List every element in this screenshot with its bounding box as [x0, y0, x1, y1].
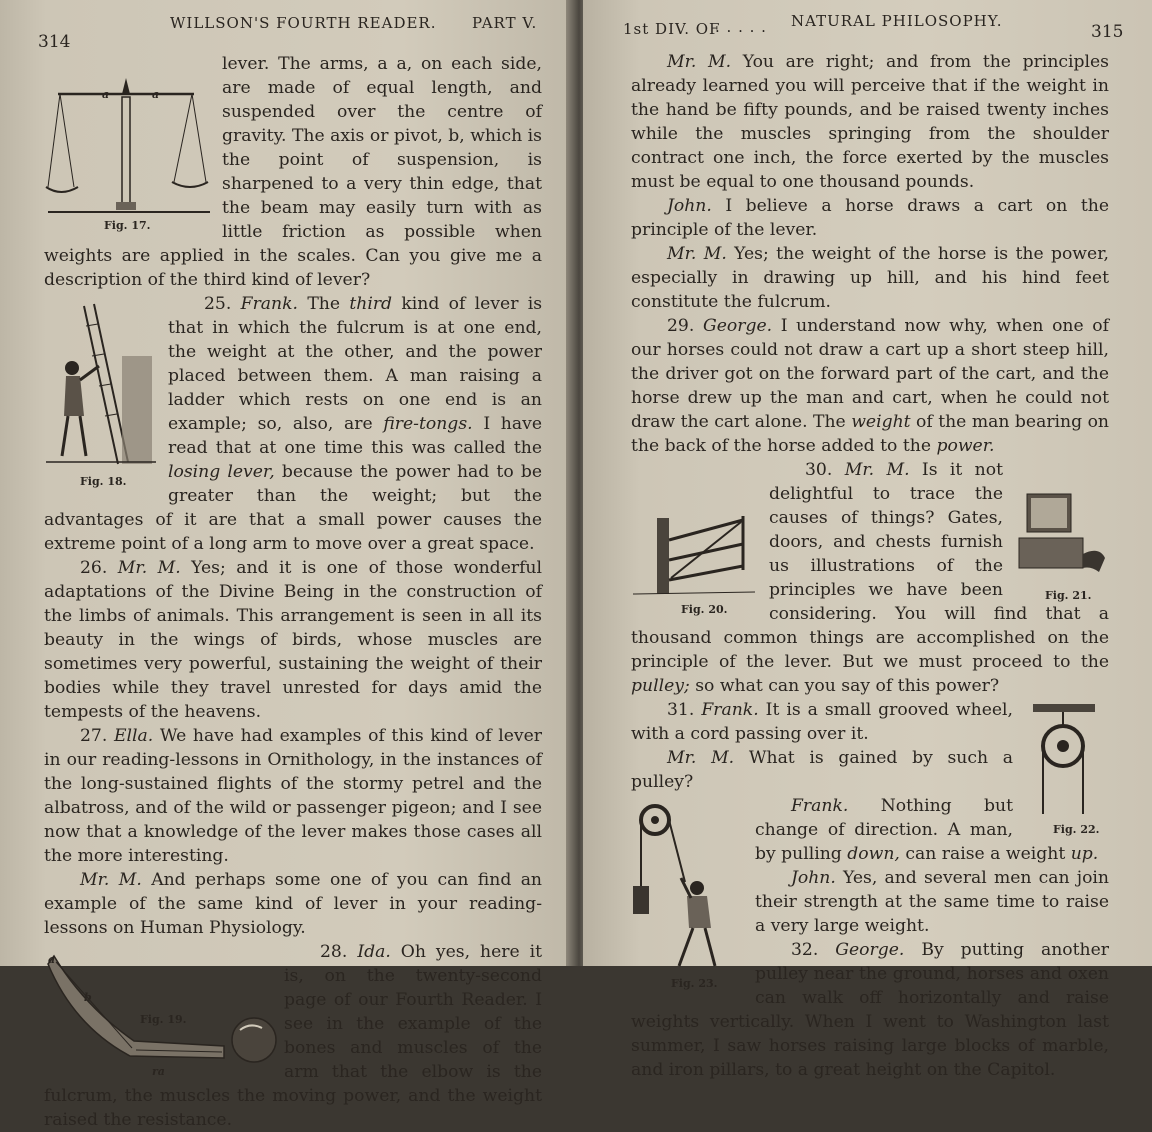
figure-19-label-a: a [48, 953, 56, 966]
figure-21-caption: Fig. 21. [1045, 589, 1092, 602]
figure-19-label-ra: ra [152, 1065, 165, 1078]
paragraph-frank-direction: Frank. Nothing but change of direction. A man, by pulling down, can raise a weight up. [755, 796, 1099, 864]
running-head-left-title: WILLSON'S FOURTH READER. [170, 14, 437, 32]
speaker-ida: Ida. [357, 942, 391, 962]
page-number-right: 315 [1091, 22, 1124, 42]
figure-17-label-a-left: a [102, 88, 110, 101]
paragraph-30: 30. Mr. M. Is it not delightful to trace the causes of things? Gates, doors, and chests furnish us illustrations of the principles we have been considering. You will find that a thousand common things are accomplished on the principle of the lever. But we must proceed to the pulley; so what can you say of this power? [631, 460, 1109, 696]
figure-17-scales [44, 52, 216, 232]
figure-23-man-pulley [631, 798, 749, 990]
paragraph-mr-m-physiology: Mr. M. And perhaps some one of you can find an example of the same kind of lever in your reading-lessons on Human Physiology. [44, 870, 543, 938]
speaker-mr-m: Mr. M. [80, 870, 142, 890]
speaker-ella: Ella. [113, 726, 154, 746]
figure-17-label-a-right: a [152, 88, 160, 101]
paragraph-john-horse: John. I believe a horse draws a cart on the principle of the lever. [631, 196, 1109, 240]
speaker-frank: Frank. [240, 294, 298, 314]
page-number-left: 314 [38, 32, 71, 52]
figure-23-caption: Fig. 23. [671, 977, 718, 990]
paragraph-john-weight: John. Yes, and several men can join their strength at the same time to raise a very large weight. [755, 868, 1109, 936]
paragraph-29: 29. George. I understand now why, when one of our horses could not draw a cart up a short steep hill, the driver got on the forward part of the cart, and the horse drew up the man and cart, when he could not draw the cart alone. The weight of the man bearing on the back of the horse added to the power. [631, 316, 1110, 456]
paragraph-lever-description: lever. The arms, a a, on each side, are made of equal length, and suspended over the centre of gravity. The axis or pivot, b, which is the point of suspension, is sharpened to a very thin edge, that the beam may easily turn with as little friction as possible when weights are applied in the scales. Can you give me a description of the third kind of lever? [44, 54, 542, 290]
figure-19-caption: Fig. 19. [140, 1013, 187, 1026]
right-page [583, 0, 1152, 1080]
left-page-body [44, 52, 542, 1132]
paragraph-27: 27. Ella. We have had examples of this kind of lever in our reading-lessons in Ornithology, in the instances of the long-sustained flights of the stormy petrel and the albatross, and of the wild or passenger pigeon; and I see now that a knowledge of the lever makes those cases all the more interesting. [44, 726, 542, 866]
paragraph-mr-m-horse: Mr. M. Yes; the weight of the horse is the power, especially in drawing up hill, and his hind feet constitute the fulcrum. [631, 244, 1109, 312]
figure-19-label-b: b [84, 991, 92, 1004]
paragraph-31: 31. Frank. It is a small grooved wheel, with a cord passing over it. [631, 700, 1014, 744]
paragraph-mr-m-pulley: Mr. M. What is gained by such a pulley? [631, 748, 1013, 792]
figure-22-pulley [1019, 702, 1109, 834]
figure-18-ladder [44, 296, 164, 494]
figure-22-caption: Fig. 22. [1053, 823, 1100, 836]
paragraph-32: 32. George. By putting another pulley near the ground, horses and oxen can walk off horizontally and raise weights vertically. When I went to Washington last summer, I saw horses raising large blocks of marble, and iron pillars, to a great height on the Capitol. [631, 940, 1110, 1080]
paragraph-26: 26. Mr. M. Yes; and it is one of those wonderful adaptations of the Divine Being in the construction of the limbs of animals. This arrangement is seen in all its beauty in the wings of birds, whose muscles are sometimes very powerful, sustaining the weight of their bodies while they travel unrested for days amid the tempests of the heavens. [44, 558, 543, 722]
running-head-right-div: 1st DIV. OF [623, 20, 721, 38]
left-page [0, 0, 575, 1130]
figure-21-chest [1009, 488, 1109, 602]
paragraph-mr-m-force: Mr. M. You are right; and from the principles already learned you will perceive that if the weight in the hand be fifty pounds, and be raised twenty inches while the muscles springing from the shoulder contract one inch, the force exerted by the muscles must be equal to one thousand pounds. [631, 52, 1109, 192]
figure-17-caption: Fig. 17. [104, 219, 151, 232]
right-page-body [631, 50, 1109, 1082]
paragraph-25: 25. Frank. The third kind of lever is that in which the fulcrum is at one end, the weight at the other, and the power placed between them. A man raising a ladder which rests on one end is an example; so, also, are fire-tongs. I have read that at one time this was called the losing lever, because the power had to be greater than the weight; but the advantages of it are that a small power causes the extreme point of a long arm to move over a great space. [44, 294, 543, 554]
figure-20-gate [631, 488, 763, 620]
running-head-right-dots: . . . . . [715, 18, 767, 36]
figure-19-arm [44, 946, 280, 1078]
paragraph-28: 28. Ida. Oh yes, here it is, on the twenty-second page of our Fourth Reader. I see in the example of the bones and muscles of the arm that the elbow is the fulcrum, the muscles the moving power, and the weight raised the resistance. [44, 942, 543, 1130]
running-head-left-part: PART V. [472, 14, 538, 32]
speaker-mr-m: Mr. M. [117, 558, 181, 578]
figure-18-caption: Fig. 18. [80, 475, 127, 488]
figure-20-caption: Fig. 20. [681, 603, 728, 616]
running-head-right-title: NATURAL PHILOSOPHY. [791, 12, 1003, 30]
